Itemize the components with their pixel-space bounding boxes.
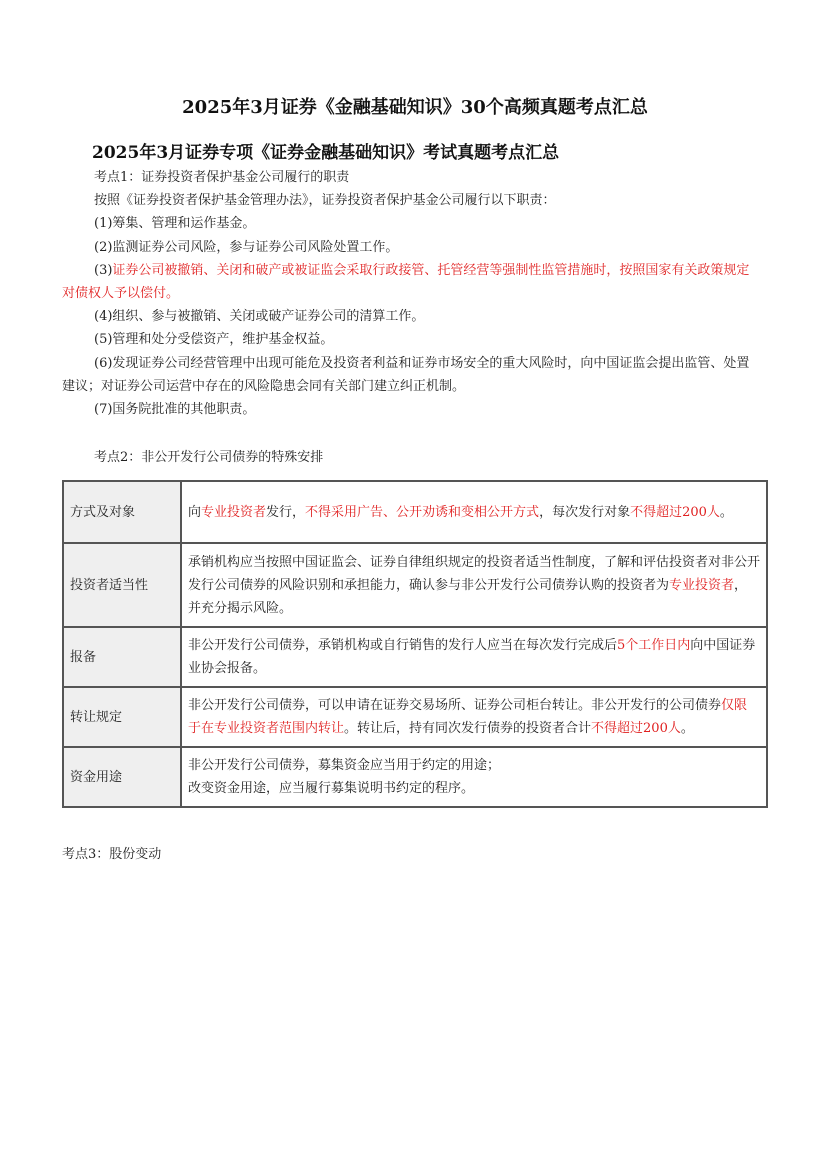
text: 非公开发行公司债券，承销机构或自行销售的发行人应当在每次发行完成后 bbox=[188, 638, 618, 653]
kp1-intro: 按照《证券投资者保护基金管理办法》，证券投资者保护基金公司履行以下职责： bbox=[94, 193, 556, 208]
kp1-item-5: (5)管理和处分受偿资产，维护基金权益。 bbox=[94, 332, 334, 347]
row-content bbox=[181, 543, 767, 627]
highlight-text: 5个工作日内 bbox=[617, 638, 691, 653]
text: 。 bbox=[680, 721, 694, 736]
highlight-text: 专业投资者 bbox=[669, 577, 735, 593]
text: 。转让后，持有同次发行债券的投资者合计 bbox=[344, 721, 592, 736]
document-title: 2025年3月证券《金融基础知识》30个高频真题考点汇总 bbox=[182, 97, 648, 118]
kp2-table bbox=[62, 480, 768, 808]
row-content bbox=[181, 687, 767, 747]
row-label: 投资者适当性 bbox=[63, 543, 181, 627]
highlight-text: 不得采用广告、公开劝诱和变相公开方式 bbox=[305, 504, 540, 520]
row-label: 方式及对象 bbox=[63, 481, 181, 543]
kp1-item-7: (7)国务院批准的其他职责。 bbox=[94, 402, 256, 417]
text: 承销机构应当按照中国证监会、证券自律组织规定的投资者适当性制度，了解和评估投资者对非公开发行公司债券的风险识别和承担能力，确认参与非公开发行公司债券认购的投资者为 bbox=[188, 554, 761, 593]
text: 向中国证券业协会报备。 bbox=[188, 638, 756, 676]
text-line: 改变资金用途，应当履行募集说明书约定的程序。 bbox=[188, 781, 475, 796]
table-row bbox=[63, 481, 767, 543]
kp3-heading: 考点3：股份变动 bbox=[62, 847, 162, 862]
table-row bbox=[63, 543, 767, 627]
row-content bbox=[181, 747, 767, 807]
table-row bbox=[63, 747, 767, 807]
kp1-heading: 考点1：证券投资者保护基金公司履行的职责 bbox=[94, 170, 350, 185]
kp1-item-4: (4)组织、参与被撤销、关闭或破产证券公司的清算工作。 bbox=[94, 309, 425, 324]
text: ，每次发行对象 bbox=[539, 504, 631, 520]
text: ，并充分揭示风险。 bbox=[188, 577, 748, 616]
kp1-item-6: (6)发现证券公司经营管理中出现可能危及投资者利益和证券市场安全的重大风险时，向中国证监会提出监管、处置建议；对证券公司运营中存在的风险隐患会同有关部门建立纠正机制。 bbox=[62, 356, 750, 394]
text-line: 非公开发行公司债券，募集资金应当用于约定的用途； bbox=[188, 758, 501, 773]
table-row bbox=[63, 687, 767, 747]
row-label: 转让规定 bbox=[63, 687, 181, 747]
text: 。 bbox=[719, 504, 733, 520]
kp1-item-3 bbox=[62, 259, 762, 305]
text: 非公开发行公司债券，可以申请在证券交易场所、证券公司柜台转让。非公开发行的公司债券 bbox=[188, 698, 722, 713]
highlight-text: 不得超过200人 bbox=[591, 721, 681, 736]
kp1-item-3-highlight: 证券公司被撤销、关闭和破产或被证监会采取行政接管、托管经营等强制性监管措施时，按照国家有关政策规定对债权人予以偿付。 bbox=[62, 263, 750, 301]
row-content bbox=[181, 481, 767, 543]
highlight-text: 不得超过200人 bbox=[630, 504, 720, 520]
kp1-item-2: (2)监测证券公司风险，参与证券公司风险处置工作。 bbox=[94, 240, 399, 255]
text: 发行， bbox=[266, 504, 306, 520]
text: 向 bbox=[188, 504, 202, 520]
kp1-item-3-prefix: (3) bbox=[94, 263, 113, 278]
document-subtitle: 2025年3月证券专项《证券金融基础知识》考试真题考点汇总 bbox=[92, 143, 560, 163]
row-content bbox=[181, 627, 767, 687]
row-label: 资金用途 bbox=[63, 747, 181, 807]
highlight-text: 仅限于在专业投资者范围内转让 bbox=[188, 698, 748, 736]
kp1-item-1: (1)筹集、管理和运作基金。 bbox=[94, 216, 256, 231]
kp2-heading: 考点2：非公开发行公司债券的特殊安排 bbox=[94, 450, 324, 465]
table-row bbox=[63, 627, 767, 687]
row-label: 报备 bbox=[63, 627, 181, 687]
highlight-text: 专业投资者 bbox=[201, 504, 267, 520]
